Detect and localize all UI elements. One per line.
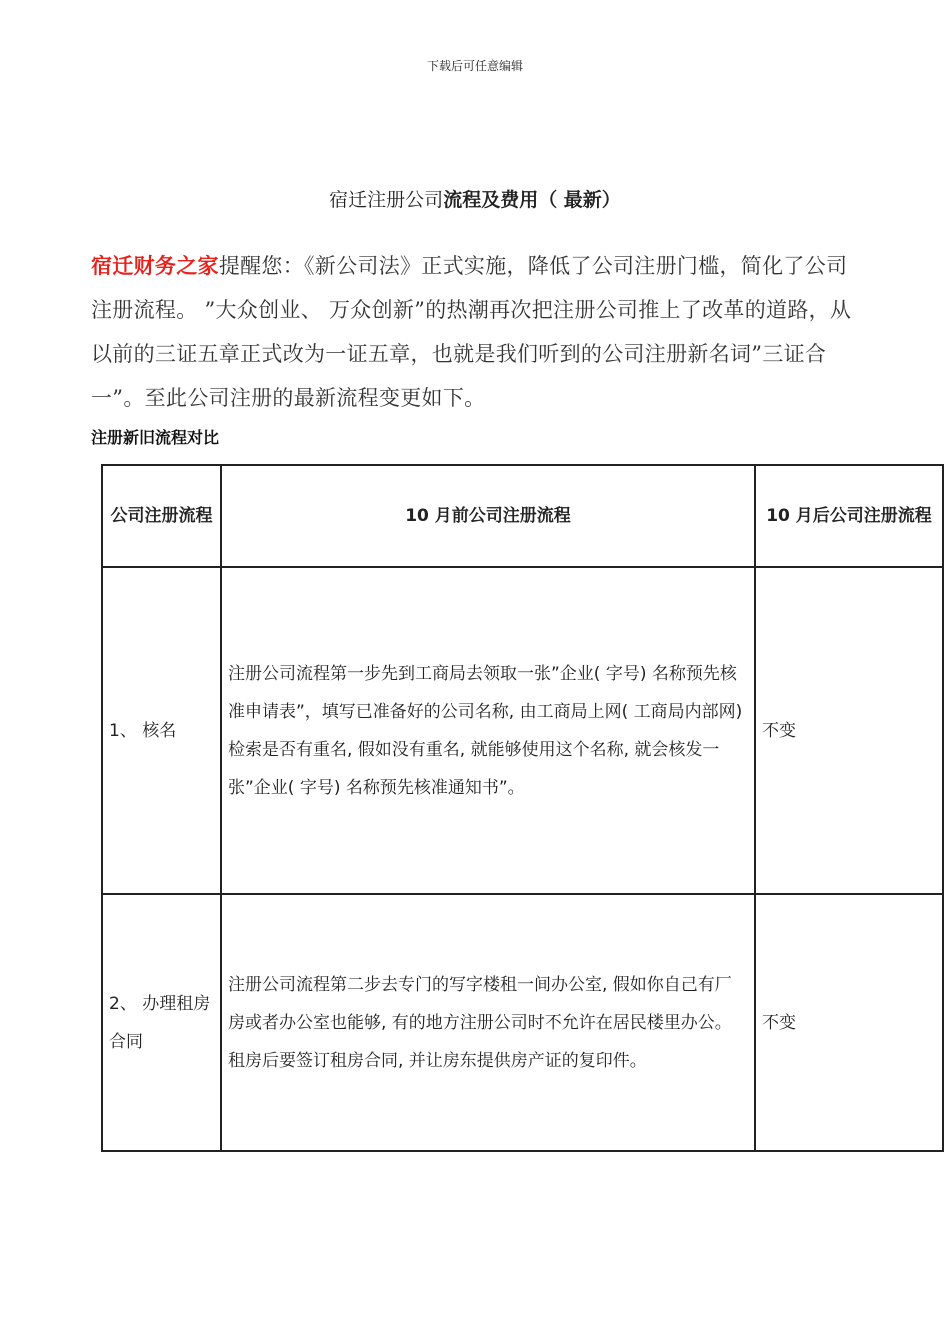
table-cell-step: 2、 办理租房合同 [102, 894, 221, 1151]
section-subheading: 注册新旧流程对比 [91, 428, 220, 447]
table-cell-step: 1、 核名 [102, 567, 221, 894]
intro-paragraph [91, 244, 863, 420]
table-cell-before: 注册公司流程第二步去专门的写字楼租一间办公室, 假如你自己有厂房或者办公室也能够, 有的地方注册公司时不允许在居民楼里办公。租房后要签订租房合同, 并让房东提供房产证的复印件。 [221, 894, 755, 1151]
table-header-before: 10 月前公司注册流程 [221, 465, 755, 567]
table-cell-after: 不变 [755, 894, 943, 1151]
process-comparison-table [101, 464, 944, 1152]
page-header-note: 下载后可任意编辑 [426, 59, 523, 73]
table-row [102, 567, 943, 894]
document-title-plain: 宿迁注册公司 [329, 189, 444, 211]
brand-name: 宿迁财务之家 [91, 254, 219, 278]
document-title [0, 185, 950, 212]
table-cell-after: 不变 [755, 567, 943, 894]
table-header-process: 公司注册流程 [102, 465, 221, 567]
table-header-row [102, 465, 943, 567]
document-title-bold: 流程及费用（ 最新） [443, 189, 621, 211]
table-row [102, 894, 943, 1151]
table-cell-before: 注册公司流程第一步先到工商局去领取一张”企业( 字号) 名称预先核准申请表”，填写已准备好的公司名称, 由工商局上网( 工商局内部网) 检索是否有重名, 假如没有重名, 就能够使用这个名称, 就会核发一张”企业( 字号) 名称预先核准通知书”。 [221, 567, 755, 894]
intro-text: 提醒您：《新公司法》正式实施，降低了公司注册门槛，简化了公司注册流程。 ”大众创业、 万众创新”的热潮再次把注册公司推上了改革的道路，从以前的三证五章正式改为一证五章，也就是我们听到的公司注册新名词”三证合一”。至此公司注册的最新流程变更如下。 [91, 254, 852, 410]
table-header-after: 10 月后公司注册流程 [755, 465, 943, 567]
